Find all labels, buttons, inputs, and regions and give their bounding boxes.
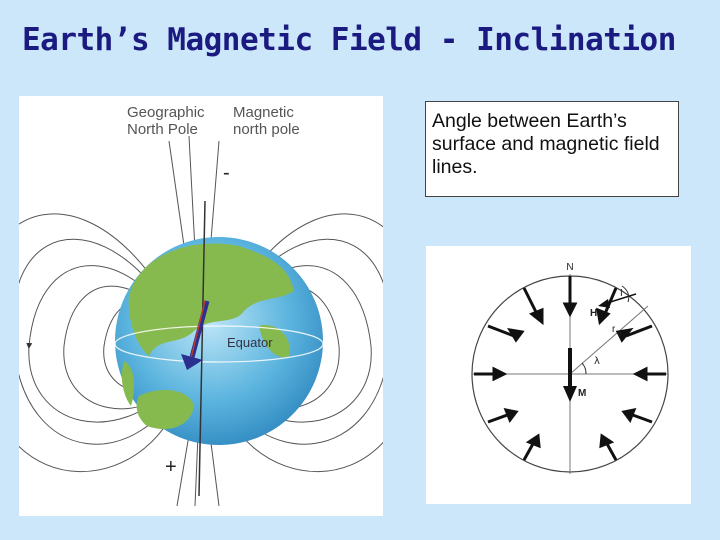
radius-label: r	[612, 324, 616, 335]
north-sign: -	[223, 162, 230, 184]
moment-label: M	[578, 388, 587, 399]
latitude-arc	[582, 363, 586, 374]
magnetic-pole-label: Magnetic north pole	[233, 104, 300, 138]
description-text: Angle between Earth’s surface and magnetic field lines.	[432, 110, 660, 178]
slide-title: Earth’s Magnetic Field - Inclination	[22, 22, 676, 58]
north-label: N	[566, 262, 574, 273]
globe-figure	[19, 96, 383, 516]
horizontal-label: H	[590, 308, 598, 319]
equator-label: Equator	[227, 335, 273, 350]
south-sign: +	[165, 456, 177, 478]
dipole-diagram	[426, 246, 691, 504]
radius-subscript: e	[618, 331, 622, 338]
inclination-label: I	[620, 288, 623, 299]
latitude-label: λ	[594, 356, 600, 367]
geographic-pole-label: Geographic North Pole	[127, 104, 205, 138]
globe-illustration	[19, 96, 383, 516]
radius-line	[570, 306, 648, 374]
dipole-figure	[426, 246, 691, 504]
dipole-moment-head	[563, 386, 577, 402]
inclination-arc	[622, 286, 629, 302]
description-box	[425, 101, 679, 197]
